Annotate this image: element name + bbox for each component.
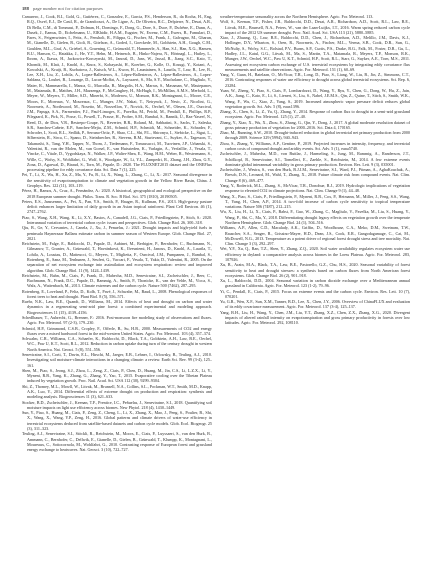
reference-entry: Xiao, J., Zhuang, Q., Law, B.E., Baldocchi, D.D., Chen, J., Richardson, A.D., Melillo, J.M., Davis, K.J., Hollinger, D.Y., Wharton, S., Oren, R., Noormets, A., Fischer, M.L., Verma, S.B., Cook, D.R., Sun, G., McNulty, S., Wofsy, S.C., Bolstad, P.V., Burns, S.P., Curtis, P.S., Drake, B.G., Falk, M., Foster, D.R., Gu, L., Hadley, J.L., Katul, G.G., Litvak, M., Ma, S., Martin, T.A., Matamala, R., Meyers, T.P., Monson, R.K., Munger, J.W., Oechel, W.C., Paw U, K.T., Schmid, H.P., Scott, R.L., Starr, G., Suyker, A.E., Torn, M.S., 2011. Assessing net ecosystem carbon exchange of U.S. terrestrial ecosystems by integrating eddy covariance flux measurements and satellite observations. Agric. For. Meteorol. 151 (1), 60–69. bbox=[220, 35, 410, 72]
reference-entry: Teuling, A.J., Seneviratne, S.I., Stöckli, R., Reichstein, M., Moors, E., Ciais, P., Luyssaert, S., van den Hurk, B., Ammann, C., Bernhofer, C., Dellwik, E., Gianelle, D., Gielen, B., Grünwald, T., Klumpp, K., Montagnani, L., Moureaux, C., Sottocornola, M., Wohlfahrt, G., 2010. Contrasting response of European forest and grassland energy exchange to heatwaves. Nat. Geosci. 3 (10), 722–727. bbox=[22, 431, 212, 453]
reference-entry: Zhang, Y., Xiao, X., Wu, X., Zhou, S., Zhang, G., Qin, Y., Dong, J., 2017. A global moderate resolution dataset of gross primary production of vegetation for 2000–2016. Sci. Data 4, 170165. bbox=[220, 119, 410, 130]
page-header bbox=[22, 5, 412, 13]
reference-entry: Pérez, H., Ramos, A., Cruz, A., Fernández, A.: 2020. A historical, geographical and ecological perspective on the 2018 European summer drought. Philos. Trans. R. Soc. B Biol. Sci. 375 (1810), 20190505. bbox=[22, 188, 212, 199]
reference-entry: Zhou, S., Zhang, Y., Williams, A.P., Gentine, P., 2019. Projected increases in intensity, frequency, and terrestrial carbon costs of compound drought and aridity events. Sci. Adv. 5 (1), eaau5740. bbox=[220, 140, 410, 152]
reference-entry: Stocker, B.D., Zscheischler, J., Keenan, T.F., Prentice, I.C., Peñuelas, J., Seneviratne, S.I., 2018. Quantifying soil moisture impacts on light use efficiency across biomes. New Phytol. 218 (4), 1430–1449. bbox=[22, 399, 212, 410]
reference-entry: Schedlbauer, T., Aubrecht, G., Brenner, F.: 2016. Post-monsoon fire modeling study of observations and fluxes. Agric. For. Meteorol. 97 (2-3), 179–230. bbox=[22, 315, 212, 326]
reference-entry: weather-temperature seasonality across the Northern Hemisphere. Agric. For. Meteorol. 113. bbox=[220, 14, 374, 19]
journal-line: page number not for citation purposes bbox=[33, 6, 103, 11]
references-column-right bbox=[220, 14, 410, 560]
reference-entry: Zhang, X., Chen, S., Li, Z., Yu, Q., Zhang, Y., 2014. Response of carbon flux to drought in a semi-arid grassland ecosystem. Agric. For. Meteorol. 125 (1), 27–40. bbox=[220, 109, 410, 120]
reference-entry: Qiu, B., Ge, Y., Cervantes, J., Canela, J., Xu, J., Penuelas, J.: 2021. Drought impacts and high-yield fuels in peninsula Haynerzaar Ballans estimate carbon in summer season of Western Europe. Glob. Change Biol. 27, 2021. bbox=[22, 225, 212, 241]
reference-entry: Ruehr, N.K., Law, B.E., Quandt, D., Williams, M., 2014. Effects of heat and drought on carbon and water dynamics in a regenerating semi-arid pine forest: a combined experimental and modeling approach. Biogeosciences 11 (15), 4139–4156. bbox=[22, 299, 212, 315]
reference-entry: Schmid, H.P., Grimmond, C.S.B., Cropley, F., Offerle, B., Su, H.B., 2000. Measurements of CO2 and energy fluxes over a mixed hardwood forest in the mid-western United States. Agric. For. Meteorol. 103 (4), 357–374. bbox=[22, 325, 212, 336]
reference-entry: Sun, Y., Piao, S., Huang, M., Ciais, P., Zeng, Z., Cheng, L., Li, X., Zhang, X., Mao, J., Peng, S., Poulter, B., Shi, X., Wang, X., Wang, Y.P., Zeng, H., 2016. Global patterns and climate drivers of water-use efficiency in terrestrial ecosystems deduced from satellite-based datasets and carbon cycle models. Glob. Ecol. Biogeogr. 25 (3), 311–323. bbox=[22, 410, 212, 431]
reference-entry: Schwalm, C.R., Williams, C.A., Schaefer, K., Baldocchi, D., Black, T.A., Goldstein, A.H., Law, B.E., Oechel, W.C., Paw U, K.T., Scott, R.L., 2012. Reduction in carbon uptake during turn of the century drought in western North America. Nat. Geosci. 5 (8), 551–556. bbox=[22, 336, 212, 352]
reference-entry: Pei, T., Li, X., Wu, H., Xu, Z., Ma, Y., Fu, B., Li, X., Wang, L., Zhang, C., Li, X.: 2017. Seasonal divergence in the sensitivity of evapotranspiration to climate and vegetation growth in the Yellow River Basin, China. J. Geophys. Res. 122 (11), 103–119. bbox=[22, 172, 212, 188]
reference-entry: Yang, B.H., Liu, H., Wang, Y., Chen, J.M., Liu, Y.T., Zhang, X.Z., Chen, Z.X., Zhang, X.G., 2020. Divergent impacts of altered rainfall intensity on evapotranspiration and gross primary productivity in forests over low latitudes. Agric. For. Meteorol. 292, 108110. bbox=[220, 309, 410, 326]
reference-entry: Zscheischler, J., Westra, S., van den Hurk, B.J.J.M., Seneviratne, S.I., Ward, P.J., Pitman, A., AghaKouchak, A., Bresch, D.N., Leonard, M., Wahl, T., Zhang, X., 2018. Future climate risk from compound events. Nat. Clim. Change 8 (6), 469–477. bbox=[220, 167, 410, 183]
reference-entry: Yu, G.R., Wen, X.F., Sun, X.M., Tanner, B.D., Lee, X., Chen, J.Y., 2006. Overview of ChinaFLUX and evaluation of its eddy covariance measurement. Agric. For. Meteorol. 137 (3-4), 125–137. bbox=[220, 299, 410, 310]
reference-entry: Shen, M., Piao, S., Jeong, S.J., Zhou, L., Zeng, Z., Ciais, P., Chen, D., Huang, M., Jin, C.S., Li, L.Z.X., Li, Y., Myneni, R.B., Yang, K., Zhang, G., Zhang, Y., Yao, T., 2015. Evaporative cooling over the Tibetan Plateau induced by vegetation growth. Proc. Natl. Acad. Sci. USA 112 (30), 9299–9304. bbox=[22, 367, 212, 384]
page-number: 188 bbox=[22, 6, 29, 11]
references-column-left bbox=[22, 14, 212, 560]
reference-entry: Wu, X., Liu, H., Li, X., Ciais, P., Babst, F., Guo, W., Zhang, C., Magliulo, V., Pavelka, M., Liu, S., Huang, Y., Wang, P., Shi, C., Ma, Y., 2018. Differentiating drought legacy effects on vegetation growth over the temperate Northern Hemisphere. Glob. Change Biol. 24 (1), 504–516. bbox=[220, 209, 410, 225]
reference-entry: Reichstein, M., Falge, E., Baldocchi, D., Papale, D., Aubinet, M., Berbigier, P., Bernhofer, C., Buchmann, N., Gilmanov, T., Granier, A., Grünwald, T., Havránková, K., Ilvesniemi, H., Janous, D., Knohl, A., Laurila, T., Lohila, A., Loustau, D., Matteucci, G., Meyers, T., Miglietta, F., Ourcival, J.M., Pumpanen, J., Rambal, S., Rotenberg, E., Sanz, M., Tenhunen, J., Seufert, G., Vaccari, F., Vesala, T., Yakir, D., Valentini, R., 2005. On the separation of net ecosystem exchange into assimilation and ecosystem respiration: review and improved algorithm. Glob. Change Biol. 11 (9), 1424–1439. bbox=[22, 241, 212, 273]
reference-entry: Yuan, W., Zheng, Y., Piao, S., Ciais, P., Lombardozzi, D., Wang, Y., Ryu, Y., Chen, G., Dong, W., Hu, Z., Jain, A.K., Jiang, C., Kato, E., Li, S., Lienert, S., Liu, S., Nabel, J.E.M.S., Qin, Z., Quine, T., Sitch, S., Smith, W.K., Wang, F., Wu, C., Xiao, Z., Yang, S., 2019. Increased atmospheric vapor pressure deficit reduces global vegetation growth. Sci. Adv. 5 (8), eaax1396. bbox=[220, 87, 410, 109]
reference-entry: Williams, A.P., Allen, C.D., Macalady, A.K., Griffin, D., Woodhouse, C.A., Meko, D.M., Swetnam, T.W., Rauscher, S.A., Seager, R., Grissino-Mayer, H.D., Dean, J.S., Cook, E.R., Gangodagamage, C., Cai, M., McDowell, N.G., 2013. Temperature as a potent driver of regional forest drought stress and tree mortality. Nat. Clim. Change 3 (3), 292–297. bbox=[220, 225, 410, 247]
reference-entry: Peters, E.S., Janssenms, A., Pei, X., Pan, Y.S., Smith, P., Hauger, R., Kullman, P.S., 2013. High-grassy pasture deficit enhances larger limitation of daily growth in an Asian tropical rainforest. Plant Cell Environ. 46 (1), 2747–2762. bbox=[22, 198, 212, 215]
reference-entry: Rotenberg, E., Loveland, P., Feltz, D., Kolb, T., Pavé, J., Schwabe, M., Baud, L., 2008. Phenological responses of forest trees to heat and drought. Plant Biol. 8 (5), 556–571. bbox=[22, 288, 212, 299]
reference-entry: Shi, Z., Thomey, M.L., Mowll, W., Litvak, M., Brunsell, N.A., Collins, S.L., Pockman, W.T., Smith, M.D., Knapp, A.K., Luo, Y., 2014. Differential effects of extreme drought on production and respiration: synthesis and modeling analysis. Biogeosciences 11 (3), 621–633. bbox=[22, 383, 212, 400]
reference-entry: Zscheischler, J., Mahecha, M.D., von Buttlar, J., Harmeling, S., Jung, M., Rammig, A., Randerson, J.T., Schölkopf, B., Seneviratne, S.I., Tomelleri, E., Zaehle, S., Reichstein, M., 2014. A few extreme events dominate global interannual variability in gross primary production. Environ. Res. Lett. 9 (3), 035001. bbox=[220, 151, 410, 167]
reference-entry: Yi, C., Pendall, E., Ciais, P., 2015. Focus on extreme events and the carbon cycle. Environ. Res. Lett. 10 (7), 070201. bbox=[220, 288, 410, 299]
reference-entry: Yang, Y., Roderick, M.L., Zhang, S., McVicar, T.R., Donohue, R.J., 2019. Hydrologic implications of vegetation response to elevated CO2 in climate projections. Nat. Clim. Change 9 (1), 44–48. bbox=[220, 183, 410, 194]
reference-entry: Wolf, S., Keenan, T.F., Fisher, J.B., Baldocchi, D.D., Desai, A.R., Richardson, A.D., Scott, R.L., Law, B.E., Litvak, M.E., Brunsell, N.A., Peters, W., van der Laan-Luijkx, I.T., 2016. Warm spring reduced carbon cycle impact of the 2012 US summer drought. Proc. Natl. Acad. Sci. USA 113 (21), 5880–5885. bbox=[220, 19, 410, 35]
reference-entry: Zhao, M., Running, S.W., 2010. Drought-induced reduction in global terrestrial net primary production from 2000 through 2009. Science 329 (5994), 940–943. bbox=[220, 130, 410, 141]
reference-entry: Wei, Y.F., Xu, Q., Ran, T.Z., Shen, Y., Zhang, Z.Q., 2020. Soil water availability regulates ecosystem water use efficiency in dryland: a comparative analysis across biomes in the Loess Plateau. Agric. For. Meteorol. 283, 107926. bbox=[220, 246, 410, 262]
reference-entry: Xu, B., Arain, M.A., Black, T.A., Law, B.E., Pastorello, G.Z., Chu, H.S., 2020. Seasonal variability of forest sensitivity to heat and drought stresses: a synthesis based on carbon fluxes from North American forest ecosystems. Glob. Change Biol. 26 (2), 901–918. bbox=[220, 262, 410, 278]
reference-entry: Seneviratne, S.I., Corti, T., Davin, E.L., Hirschi, M., Jaeger, E.B., Lehner, I., Orlowsky, B., Teuling, A.J., 2010. Investigating soil moisture-climate interactions in a changing climate: a review. Earth Sci. Rev. 99 (3-4), 125–161. bbox=[22, 352, 212, 368]
reference-entry: Wang, X., Piao, S., Ciais, P., Friedlingstein, P., Myneni, R.B., Cox, P., Heimann, M., Miller, J., Peng, S.S., Wang, T., Yang, H., Chen, A.P., 2014. A two-fold increase of carbon cycle sensitivity to tropical temperature variations. Nature 506 (7487), 212–215. bbox=[220, 193, 410, 210]
reference-entry: Piao, S., Wang, X.H., Wang, K., Li, X.Y., Bastos, A., Canadell, J.G., Ciais, P., Friedlingstein, P., Sitch, S.: 2020. Interannual variation of terrestrial carbon cycle: issues and perspectives. Glob. Change Biol. 26, 300–318. bbox=[22, 214, 212, 225]
reference-entry: Xu, L., Baldocchi, D.D., 2004. Seasonal variation in carbon dioxide exchange over a Mediterranean annual grassland in California. Agric. For. Meteorol. 123 (1-2), 79–96. bbox=[220, 278, 410, 289]
reference-entry: Camarero, J., Cook, B.I., Gold, G., Gutiérrez, C., Gonzalez, E., Garcia, P.S., Henderson, R., da Rocha, H., Eng, R.Q., Osvel, E.J., De Castl, R., de Grandcourt, A., De Ligne, A., De Oliveira, R.C., Delpierre, N., Desai, A.R., Di Bella, C.M., di Tommasi, P., Dolman, H., Domingo, F., Dong, G., Dore, S., Duce, P., Dufrêne, E., Dunn, A., Dusek, J., Eamus, D., Eichelmann, U., ElKhidir, H.A.M., Eugster, W., Ewenz, C.M., Ewers, B., Famulari, D., Fares, S., Feigenwinter, I., Feitz, A., Fensholt, R., Filippa, G., Fischer, M., Frank, J., Galvagno, M., Gharun, M., Gianelle, D., Gielen, B., Gioli, B., Gitelson, A., Goded, I., Goeckede, M., Goldstein, A.H., Gough, C.M., Goulden, M.L., Graf, A., Griebel, A., Gruening, C., Grünwald, T., Hammerle, A., Han, S.J., Han, X.G., Hansen, B.U., Hanson, C., Hatakka, J., He, Y.T., Hehn, M., Heinesch, B., Hinko-Najera, N., Hörtnagl, L., Hutley, L., Ibrom, A., Ikawa, H., Jackowicz-Korczynski, M., Janouš, D., Jans, W., Jassal, R., Jiang, S.C., Kato, T., Khomik, M., Klatt, J., Knohl, A., Knox, S., Kobayashi, H., Koerber, G., Kolle, O., Kosugi, Y., Kotani, A., Kowalski, A., Kruijt, B., Kurbatova, J., Kutsch, W.L., Kwon, H., Launiainen, S., Laurila, T., Law, B., Lee, B., Lee, X.H., Liu, Z., Lohila, A., Lopez-Ballesteros, A., López-Ballesteros, A., López-Ballesteros, A., Lopez-Saldana, G., Loubet, B., Louange, D., Lucas-Moffat, A., Luyssaert, S., Ma, S.Y., Macfarlane, C., Magliulo, V., Maier, R., Mammarella, I., Manca, G., Marcolla, B., Margolis, H.A., Marras, S., Massman, W., Mastepanov, M., Matamala, R., Matthes, J.H., Mazzenga, F., McCaughey, H., McHugh, I., McMillan, A.M.S., Merbold, L., Meyer, W., Meyers, T., Miller, S.D., Minerbi, S., Moderow, U., Monson, R.K., Montagnani, L., Moore, C.E., Moors, E., Moreaux, V., Moureaux, C., Munger, J.W., Nakai, T., Neirynck, J., Nesic, Z., Nicolini, G., Noormets, A., Northwood, M., Nosetto, M., Nouvellon, Y., Novick, K., Oechel, W., Olesen, J.E., Ourcival, J.M., Papuga, S.A., Parmentier, F.J., Paul-Limoges, E., Pavelka, M., Peichl, M., Pendall, E., Phillips, R.P., Pilegaard, K., Pirk, N., Posse, G., Powell, T., Prasse, H., Prober, S.M., Rambal, S., Rannik, Ü., Raz-Yaseef, N., Reed, D., de Dios, V.R., Restrepo-Coupe, N., Reverter, B.R., Roland, M., Sabbatini, S., Sachs, T., Saleska, S.R., Sanchez-Cañete, E.P., Sanchez-Mejia, Z.M., Schmid, H.P., Schmidt, M., Schneider, K., Schrader, F., Schroder, I., Scott, R.L., Sedlák, P., Serrano-Ortiz, P., Shao, C.L., Shi, P.L., Shironya, I., Siebicke, L., Šigut, L., Silberstein, R., Sirca, C., Spano, D., Steinbrecher, R., Stevens, R.M., Sturtevant, C., Suyker, A., Tagesson, T., Takanashi, S., Tang, Y.H., Tapper, N., Thom, J., Tiedemann, F., Tomassucci, M., Tuovinen, J.P., Urbanski, S., Valentini, R., van der Molen, M., van Gorsel, E., van Huissteden, K., Varlagin, A., Verfaillie, J., Vesala, T., Vincke, C., Vitale, D., Vygodskaya, N., Walker, J.P., Walter-Shea, E., Wang, H.M., Weber, R., Westermann, S., Wille, C., Wofsy, S., Wohlfahrt, G., Wolf, S., Woodgate, W., Li, Y.L., Zampedri, R., Zhang, J.H., Zhou, G.Y., Zona, D., Agarwal, D., Biraud, S., Torn, M., Papale, D.: 2020. The FLUXNET2015 dataset and the ONEFlux processing pipeline for eddy covariance data. Sci. Data 7 (1), 225. bbox=[22, 14, 212, 173]
reference-entry: Yang, Y., Guan, H., Batelaan, O., McVicar, T.R., Long, D., Piao, S., Liang, W., Liu, B., Jin, Z., Simmons, C.T., 2016. Contrasting responses of water use efficiency to drought across global terrestrial ecosystems. Sci. Rep. 6, 23284. bbox=[220, 72, 410, 88]
reference-entry: Reichstein, M., Bahn, M., Ciais, P., Frank, D., Mahecha, M.D., Seneviratne, S.I., Zscheischler, J., Beer, C., Buchmann, N., Frank, D.C., Papale, D., Rammig, A., Smith, P., Thonicke, K., van der Velde, M., Vicca, S., Walz, A., Wattenbach, M., 2013. Climate extremes and the carbon cycle. Nature 500 (7462), 287–295. bbox=[22, 272, 212, 289]
